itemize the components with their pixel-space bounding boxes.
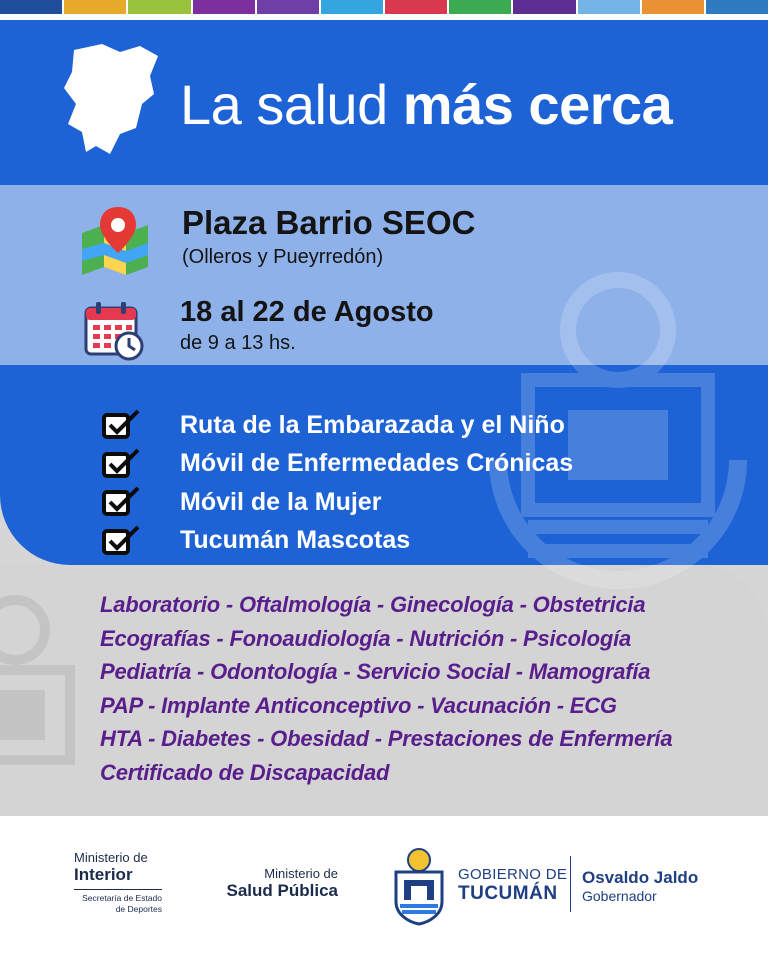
color-stripe [193, 0, 255, 14]
seal-watermark-left-icon [0, 590, 90, 790]
tucuman-shield-icon [390, 846, 448, 926]
checklist-label: Ruta de la Embarazada y el Niño [180, 410, 565, 439]
ministerio-interior-logo [74, 850, 162, 915]
interior-sub1: Secretaría de Estado [82, 893, 162, 903]
color-stripe [449, 0, 511, 14]
services-line: Laboratorio - Oftalmología - Ginecología - Obstetricia [100, 592, 646, 617]
governor-title: Gobernador [582, 888, 657, 904]
governor-name: Osvaldo Jaldo [582, 868, 699, 887]
list-item [100, 522, 573, 561]
services-list [100, 588, 740, 789]
checkbox-checked-icon [100, 486, 144, 518]
color-stripe [706, 0, 768, 14]
title-light-text: La salud [180, 73, 403, 136]
color-stripe [578, 0, 640, 14]
governor-block [582, 868, 698, 904]
checklist-label: Móvil de la Mujer [180, 487, 382, 516]
services-line: PAP - Implante Anticonceptivo - Vacunación - ECG [100, 692, 617, 718]
color-stripe [642, 0, 704, 14]
color-stripe [0, 0, 62, 14]
list-item [100, 406, 573, 445]
services-line: Certificado de Discapacidad [100, 759, 390, 785]
gob-line2: TUCUMÁN [458, 883, 558, 904]
interior-line1: Ministerio de [74, 850, 148, 865]
checklist-label: Móvil de Enfermedades Crónicas [180, 449, 574, 478]
color-stripe [257, 0, 319, 14]
title-bold-text: más cerca [402, 73, 673, 136]
interior-sub2: de Deportes [115, 904, 162, 914]
event-hours: de 9 a 13 hs. [180, 332, 296, 354]
gob-line1: GOBIERNO DE [458, 866, 568, 883]
salud-line2: Salud Pública [226, 881, 338, 900]
calendar-clock-icon [84, 300, 146, 362]
list-item [100, 445, 573, 484]
services-line: Pediatría - Odontología - Servicio Social - Mamografía [100, 659, 651, 684]
color-stripe [128, 0, 190, 14]
tucuman-map-icon [62, 42, 162, 157]
footer-divider [570, 856, 571, 912]
poster-card [0, 20, 768, 816]
location-name: Plaza Barrio SEOC [182, 204, 476, 241]
page-title [180, 72, 672, 137]
event-dates: 18 al 22 de Agosto [180, 296, 434, 328]
checklist-label: Tucumán Mascotas [180, 526, 411, 555]
map-pin-icon [78, 205, 152, 275]
checkbox-checked-icon [100, 525, 144, 557]
gobierno-tucuman-logo [458, 866, 567, 905]
location-address: (Olleros y Pueyrredón) [182, 246, 384, 268]
color-stripe [513, 0, 575, 14]
color-stripe [64, 0, 126, 14]
services-line: HTA - Diabetes - Obesidad - Prestaciones de Enfermería [100, 726, 673, 751]
ministerio-salud-logo [214, 866, 338, 901]
header-color-stripes [0, 0, 768, 14]
color-stripe [321, 0, 383, 14]
checkbox-checked-icon [100, 409, 144, 441]
salud-line1: Ministerio de [264, 866, 338, 881]
footer-logos [0, 816, 768, 958]
list-item [100, 483, 573, 522]
interior-line2: Interior [74, 865, 133, 884]
interior-divider [74, 889, 162, 890]
checkbox-checked-icon [100, 448, 144, 480]
color-stripe [385, 0, 447, 14]
services-line: Ecografías - Fonoaudiología - Nutrición - Psicología [100, 625, 632, 651]
program-checklist [100, 406, 573, 560]
